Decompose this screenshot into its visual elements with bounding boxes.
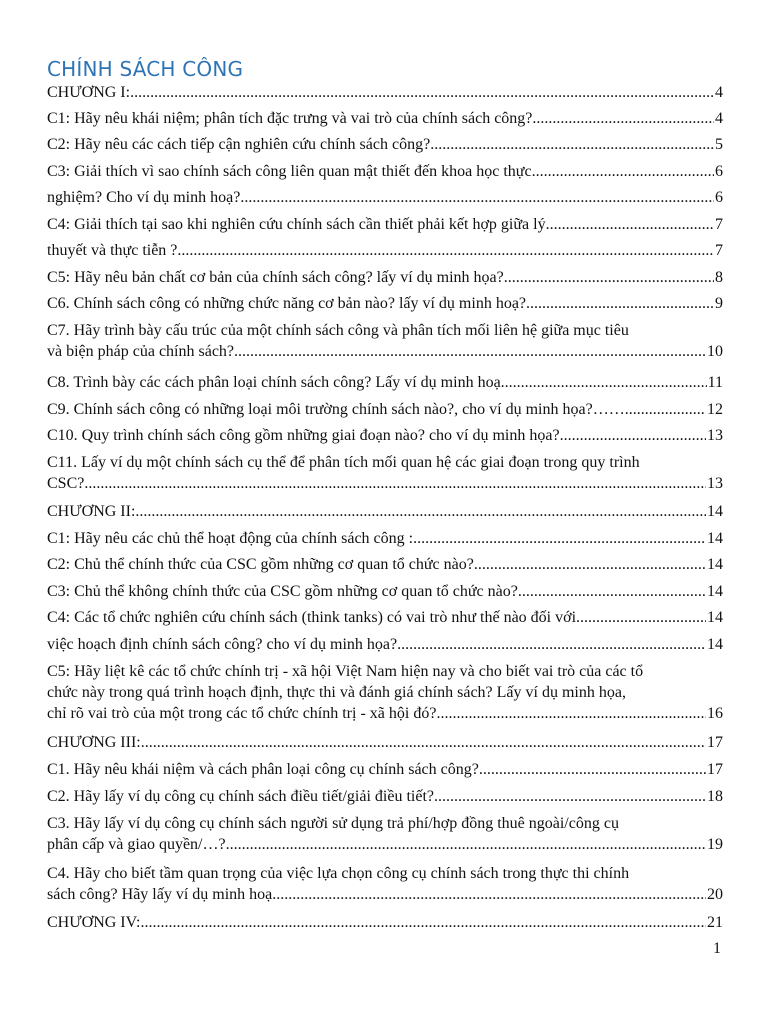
toc-entry-text: C5: Hãy liệt kê các tổ chức chính trị - xã hội Việt Nam hiện nay và cho biết vai trò của các tổ bbox=[47, 663, 644, 680]
toc-entry[interactable] bbox=[47, 634, 723, 655]
toc-page-number: 7 bbox=[715, 242, 723, 259]
toc-page-number: 14 bbox=[707, 583, 723, 600]
dot-leader bbox=[430, 134, 714, 155]
toc-entry-line bbox=[47, 161, 723, 182]
toc-entry-text: C9. Chính sách công có những loại môi trường chính sách nào?, cho ví dụ minh họa?…… bbox=[47, 401, 625, 418]
dot-leader bbox=[504, 267, 714, 288]
toc-page-number: 11 bbox=[707, 374, 723, 391]
dot-leader bbox=[532, 108, 714, 129]
toc-entry-line bbox=[47, 82, 723, 103]
document-title: CHÍNH SÁCH CÔNG bbox=[47, 57, 244, 81]
dot-leader bbox=[413, 528, 706, 549]
dot-leader bbox=[518, 581, 706, 602]
toc-entry[interactable] bbox=[47, 501, 723, 522]
toc-entry-text: C3: Giải thích vì sao chính sách công liên quan mật thiết đến khoa học thực bbox=[47, 163, 532, 180]
toc-page-number: 4 bbox=[715, 110, 723, 127]
toc-page-number: 21 bbox=[707, 914, 723, 931]
toc-entry-line bbox=[47, 786, 723, 807]
toc-page-number: 16 bbox=[707, 705, 723, 722]
dot-leader bbox=[84, 473, 706, 494]
toc-page-number: 6 bbox=[715, 189, 723, 206]
toc-page-number: 17 bbox=[707, 761, 723, 778]
dot-leader bbox=[397, 634, 706, 655]
dot-leader bbox=[434, 786, 706, 807]
toc-entry-line bbox=[47, 425, 723, 446]
toc-page-number: 12 bbox=[707, 401, 723, 418]
toc-entry-line bbox=[47, 884, 723, 905]
dot-leader bbox=[226, 834, 706, 855]
dot-leader bbox=[474, 554, 706, 575]
toc-entry-text: C2: Hãy nêu các cách tiếp cận nghiên cứu chính sách công? bbox=[47, 136, 431, 153]
toc-entry-line bbox=[47, 634, 723, 655]
toc-entry-text: chỉ rõ vai trò của một trong các tổ chức chính trị - xã hội đó? bbox=[47, 705, 437, 722]
dot-leader bbox=[526, 293, 714, 314]
toc-entry-line bbox=[47, 187, 723, 208]
toc-page-number: 8 bbox=[715, 269, 723, 286]
toc-entry[interactable] bbox=[47, 732, 723, 753]
toc-entry[interactable] bbox=[47, 425, 723, 446]
toc-entry-text: chức này trong quá trình hoạch định, thực thi và đánh giá chính sách? Lấy ví dụ minh họa, bbox=[47, 684, 626, 701]
toc-entry[interactable] bbox=[47, 214, 723, 235]
toc-page-number: 5 bbox=[715, 136, 723, 153]
dot-leader bbox=[272, 884, 706, 905]
toc-page-number: 19 bbox=[707, 836, 723, 853]
toc-entry-text: CSC? bbox=[47, 475, 85, 492]
toc-entry[interactable] bbox=[47, 267, 723, 288]
toc-page-number: 13 bbox=[707, 427, 723, 444]
dot-leader bbox=[240, 187, 714, 208]
dot-leader bbox=[479, 759, 706, 780]
dot-leader bbox=[130, 82, 714, 103]
toc-entry[interactable] bbox=[47, 607, 723, 628]
toc-entry-text: C7. Hãy trình bày cấu trúc của một chính sách công và phân tích mối liên hệ giữa mục tiêu bbox=[47, 322, 629, 339]
toc-entry[interactable] bbox=[47, 108, 723, 129]
toc-entry-text: C4. Hãy cho biết tầm quan trọng của việc lựa chọn công cụ chính sách trong thực thi chính bbox=[47, 865, 630, 882]
toc-entry[interactable] bbox=[47, 452, 723, 494]
toc-page-number: 14 bbox=[707, 503, 723, 520]
toc-entry-text: phân cấp và giao quyền/…? bbox=[47, 836, 226, 853]
toc-entry-line bbox=[47, 341, 723, 362]
toc-entry[interactable] bbox=[47, 759, 723, 780]
toc-page-number: 14 bbox=[707, 556, 723, 573]
toc-entry-text: sách công? Hãy lấy ví dụ minh hoạ bbox=[47, 886, 273, 903]
toc-entry-text: và biện pháp của chính sách? bbox=[47, 343, 235, 360]
toc-entry-text: CHƯƠNG IV: bbox=[47, 914, 141, 931]
toc-entry[interactable] bbox=[47, 554, 723, 575]
page-number: 1 bbox=[713, 940, 721, 957]
toc-entry-line bbox=[47, 399, 723, 420]
toc-entry[interactable] bbox=[47, 372, 723, 393]
dot-leader bbox=[436, 703, 706, 724]
toc-entry-line bbox=[47, 108, 723, 129]
toc-entry[interactable] bbox=[47, 187, 723, 208]
toc-entry[interactable] bbox=[47, 161, 723, 182]
toc-entry-line bbox=[47, 581, 723, 602]
dot-leader bbox=[140, 912, 706, 933]
toc-page-number: 14 bbox=[707, 609, 723, 626]
dot-leader bbox=[177, 240, 714, 261]
toc-entry[interactable] bbox=[47, 399, 723, 420]
toc-entry[interactable] bbox=[47, 786, 723, 807]
toc-entry-line bbox=[47, 134, 723, 155]
toc-entry-text: C4: Giải thích tại sao khi nghiên cứu chính sách cần thiết phải kết hợp giữa lý bbox=[47, 216, 546, 233]
toc-page-number: 9 bbox=[715, 295, 723, 312]
toc-page-number: 14 bbox=[707, 530, 723, 547]
toc-entry-text: C4: Các tổ chức nghiên cứu chính sách (think tanks) có vai trò như thế nào đối với bbox=[47, 609, 577, 626]
toc-entry-text: CHƯƠNG I: bbox=[47, 84, 131, 101]
toc-entry-text: C1: Hãy nêu khái niệm; phân tích đặc trưng và vai trò của chính sách công? bbox=[47, 110, 533, 127]
dot-leader bbox=[546, 214, 714, 235]
toc-entry[interactable] bbox=[47, 661, 723, 724]
toc-entry-line bbox=[47, 703, 723, 724]
toc-entry-text: C3: Chủ thể không chính thức của CSC gồm những cơ quan tổ chức nào? bbox=[47, 583, 518, 600]
toc-entry-line bbox=[47, 912, 723, 933]
toc-entry-line bbox=[47, 473, 723, 494]
toc-entry-text: C5: Hãy nêu bản chất cơ bản của chính sách công? lấy ví dụ minh họa? bbox=[47, 269, 504, 286]
toc-page-number: 7 bbox=[715, 216, 723, 233]
toc-entry[interactable] bbox=[47, 320, 723, 362]
toc-entry[interactable] bbox=[47, 581, 723, 602]
toc-entry-line bbox=[47, 501, 723, 522]
toc-entry-line bbox=[47, 214, 723, 235]
toc-entry-text: nghiệm? Cho ví dụ minh hoạ? bbox=[47, 189, 241, 206]
toc-entry[interactable] bbox=[47, 293, 723, 314]
toc-entry-text: thuyết và thực tiễn ? bbox=[47, 242, 178, 259]
dot-leader bbox=[501, 372, 707, 393]
toc-entry-line bbox=[47, 607, 723, 628]
toc-entry-text: C2. Hãy lấy ví dụ công cụ chính sách điều tiết/giải điều tiết? bbox=[47, 788, 435, 805]
toc-entry-line bbox=[47, 554, 723, 575]
toc-entry-line bbox=[47, 293, 723, 314]
toc-page-number: 20 bbox=[707, 886, 723, 903]
toc-entry-line bbox=[47, 834, 723, 855]
toc-entry[interactable] bbox=[47, 240, 723, 261]
toc-entry-text: C11. Lấy ví dụ một chính sách cụ thể để phân tích mối quan hệ các giai đoạn trong quy trình bbox=[47, 454, 640, 471]
dot-leader bbox=[135, 501, 706, 522]
toc-entry-text: C1. Hãy nêu khái niệm và cách phân loại công cụ chính sách công? bbox=[47, 761, 479, 778]
toc-entry-text: C3. Hãy lấy ví dụ công cụ chính sách người sử dụng trả phí/hợp đồng thuê ngoài/công cụ bbox=[47, 815, 619, 832]
dot-leader bbox=[234, 341, 706, 362]
toc-page-number: 6 bbox=[715, 163, 723, 180]
toc-entry-text: C6. Chính sách công có những chức năng cơ bản nào? lấy ví dụ minh hoạ? bbox=[47, 295, 527, 312]
toc-entry-text: C10. Quy trình chính sách công gồm những giai đoạn nào? cho ví dụ minh họa? bbox=[47, 427, 560, 444]
toc-page-number: 4 bbox=[715, 84, 723, 101]
dot-leader bbox=[141, 732, 706, 753]
toc-entry-text: C1: Hãy nêu các chủ thể hoạt động của chính sách công : bbox=[47, 530, 414, 547]
toc-entry-text: C8. Trình bày các cách phân loại chính sách công? Lấy ví dụ minh hoạ bbox=[47, 374, 501, 391]
toc-entry[interactable] bbox=[47, 912, 723, 933]
toc-entry-text: CHƯƠNG II: bbox=[47, 503, 136, 520]
toc-entry[interactable] bbox=[47, 134, 723, 155]
toc-entry-line bbox=[47, 759, 723, 780]
toc-page-number: 18 bbox=[707, 788, 723, 805]
toc-entry-line bbox=[47, 240, 723, 261]
toc-entry[interactable] bbox=[47, 528, 723, 549]
toc-entry-line bbox=[47, 528, 723, 549]
toc-entry-text: việc hoạch định chính sách công? cho ví dụ minh họa? bbox=[47, 636, 398, 653]
toc-page-number: 13 bbox=[707, 475, 723, 492]
toc-entry-line bbox=[47, 372, 723, 393]
dot-leader bbox=[560, 425, 706, 446]
toc-entry-text: C2: Chủ thể chính thức của CSC gồm những cơ quan tổ chức nào? bbox=[47, 556, 474, 573]
toc-entry[interactable] bbox=[47, 82, 723, 103]
dot-leader bbox=[625, 399, 706, 420]
toc-entry[interactable] bbox=[47, 863, 723, 905]
toc-entry-line bbox=[47, 732, 723, 753]
toc-entry[interactable] bbox=[47, 813, 723, 855]
toc-page-number: 14 bbox=[707, 636, 723, 653]
toc-page-number: 10 bbox=[707, 343, 723, 360]
dot-leader bbox=[576, 607, 706, 628]
toc-entry-line bbox=[47, 267, 723, 288]
toc-entry-text: CHƯƠNG III: bbox=[47, 734, 141, 751]
dot-leader bbox=[532, 161, 714, 182]
toc-page-number: 17 bbox=[707, 734, 723, 751]
